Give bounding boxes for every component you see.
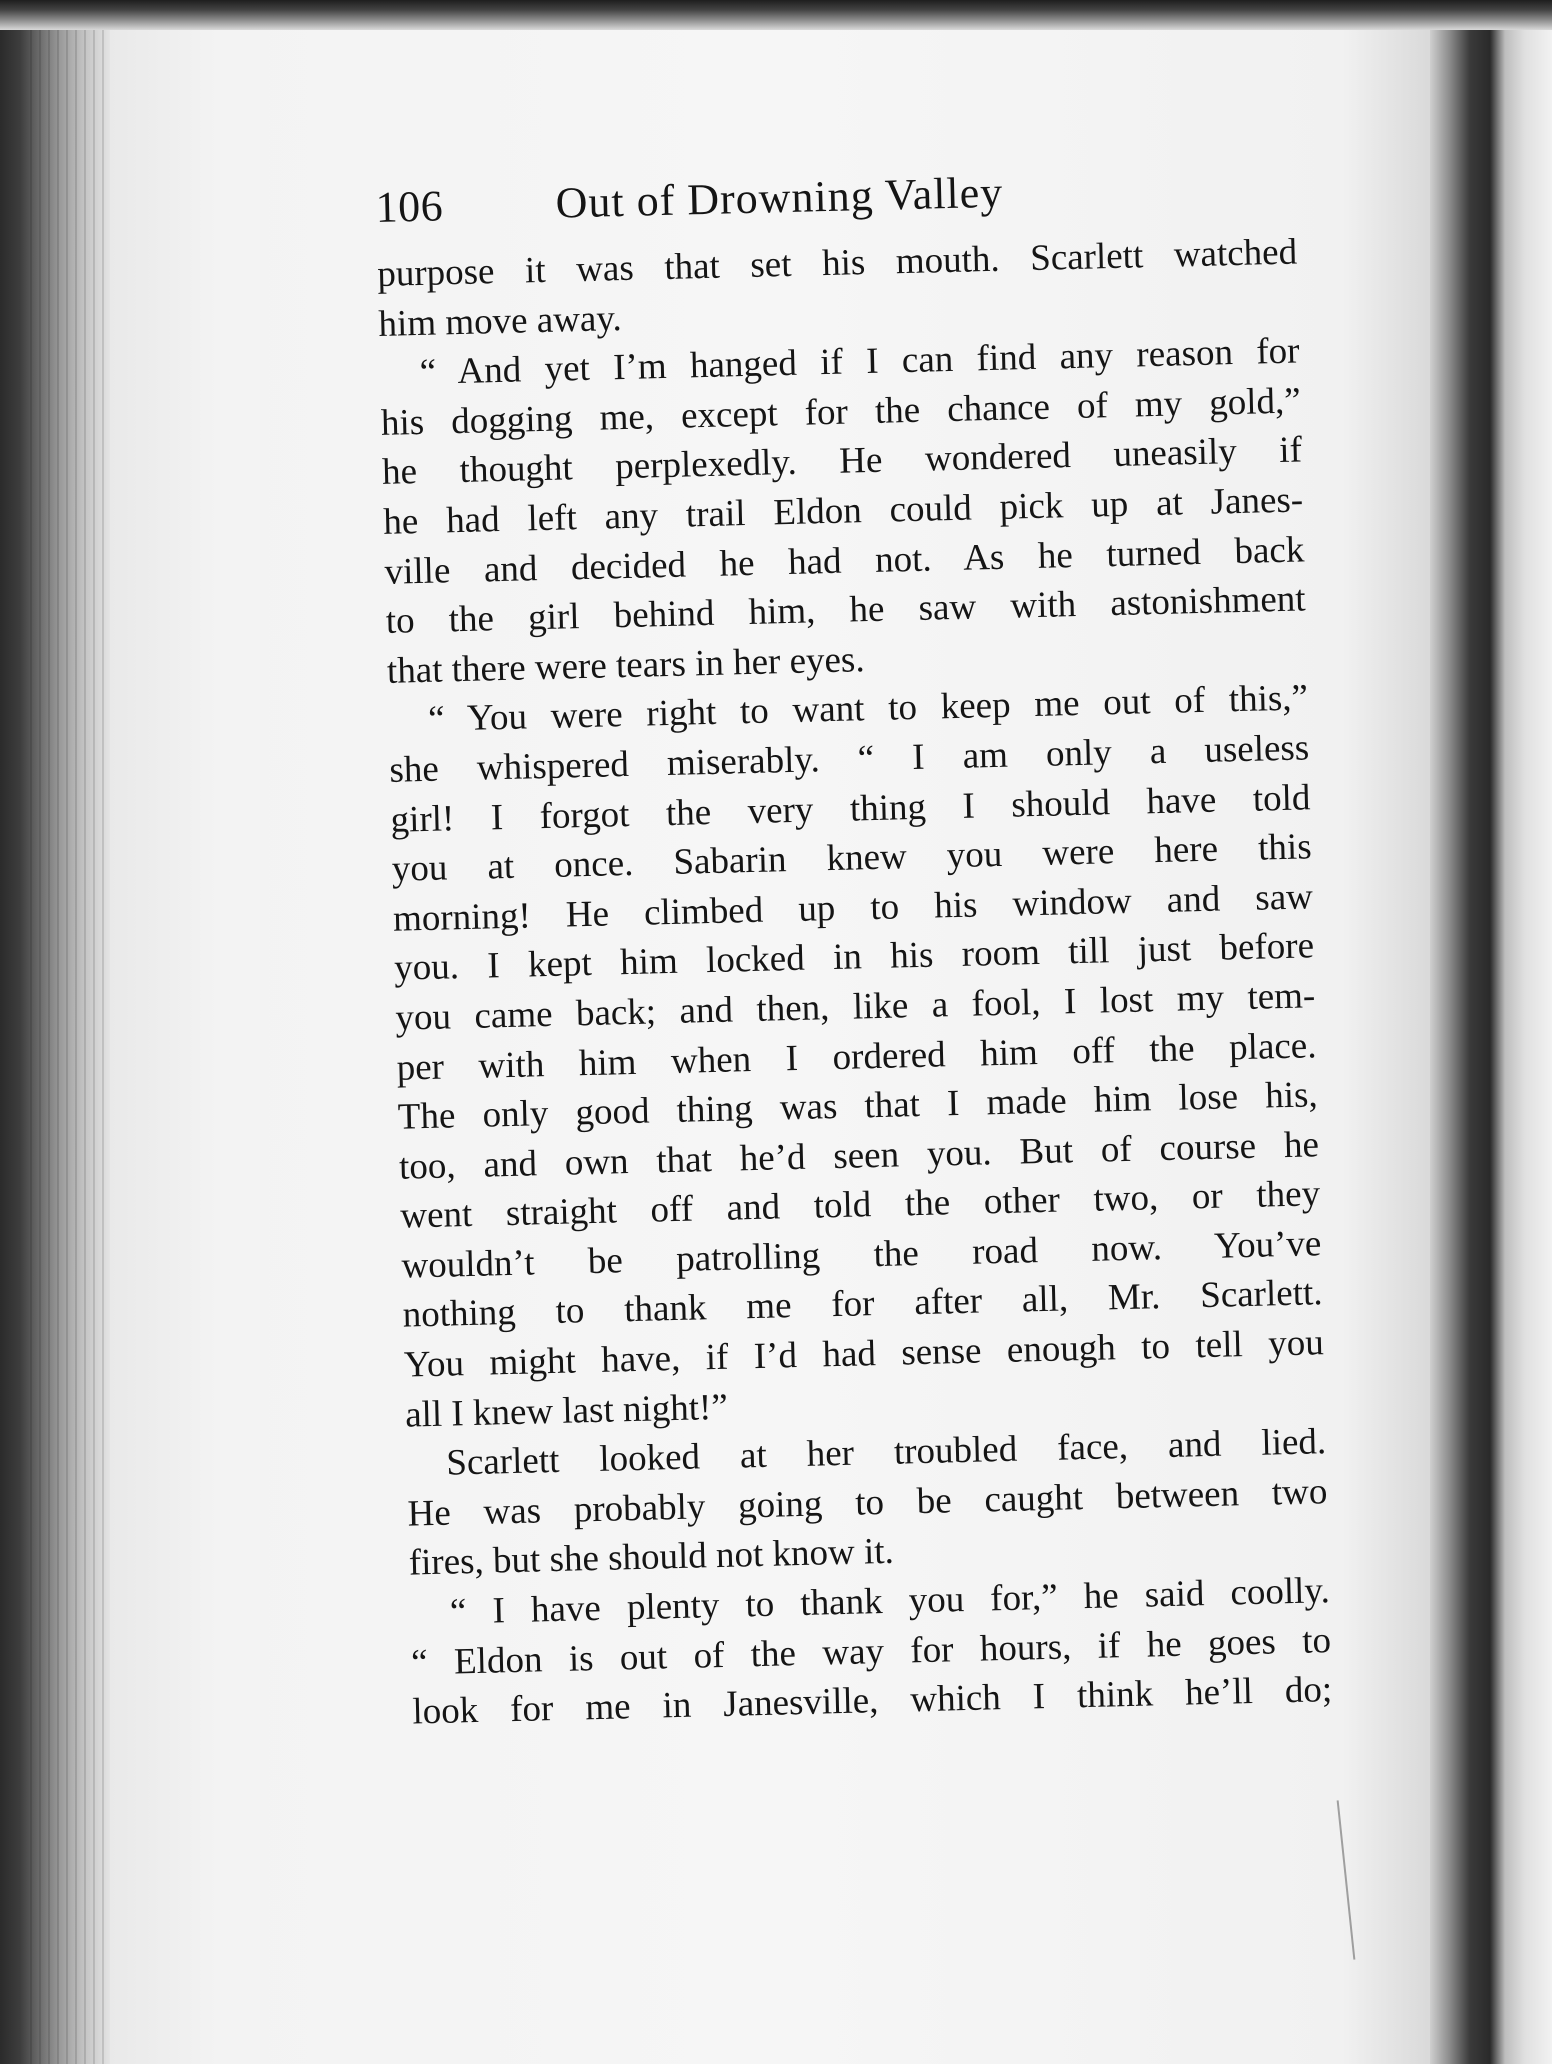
body-line: ville and decided he had not. As he turned back bbox=[384, 528, 1305, 593]
body-line: “ And yet I’m hanged if I can find any reason for bbox=[419, 330, 1300, 394]
body-line: all I knew last night!” bbox=[404, 1386, 729, 1436]
body-line: look for me in Janesville, which I think he’ll do; bbox=[411, 1669, 1333, 1733]
body-line: purpose it was that set his mouth. Scarlett watched bbox=[376, 231, 1298, 295]
body-line: his dogging me, except for the chance of my gold,” bbox=[380, 380, 1302, 444]
body-line: he had left any trail Eldon could pick up at Janes- bbox=[382, 479, 1304, 543]
page-edges bbox=[30, 0, 110, 2064]
body-line: “ You were right to want to keep me out of this,” bbox=[427, 677, 1309, 741]
body-line: him move away. bbox=[378, 297, 623, 345]
body-line: went straight off and told the other two, or they bbox=[399, 1173, 1321, 1237]
body-line: too, and own that he’d seen you. But of course he bbox=[398, 1123, 1320, 1188]
body-line: you came back; and then, like a fool, I lost my tem- bbox=[394, 975, 1316, 1039]
body-line: she whispered miserably. “ I am only a useless bbox=[388, 727, 1310, 791]
body-line: Scarlett looked at her troubled face, and lied. bbox=[445, 1421, 1327, 1484]
body-line: you at once. Sabarin knew you were here this bbox=[391, 826, 1313, 890]
running-title: Out of Drowning Valley bbox=[555, 167, 1004, 228]
body-line: “ Eldon is out of the way for hours, if he goes to bbox=[410, 1619, 1332, 1684]
top-edge bbox=[0, 0, 1552, 30]
body-line: He was probably going to be caught between two bbox=[407, 1470, 1328, 1535]
text-block bbox=[375, 158, 1333, 1738]
body-line: The only good thing was that I made him lose his, bbox=[397, 1074, 1319, 1138]
book-gutter bbox=[1430, 0, 1552, 2064]
body-line: nothing to thank me for after all, Mr. Scarlett. bbox=[402, 1272, 1323, 1337]
body-line: girl! I forgot the very thing I should have told bbox=[390, 776, 1311, 841]
body-line: to the girl behind him, he saw with astonishment bbox=[385, 578, 1307, 643]
body-line: he thought perplexedly. He wondered uneasily if bbox=[381, 429, 1303, 494]
body-line: “ I have plenty to thank you for,” he said coolly. bbox=[449, 1570, 1331, 1633]
body-line: you. I kept him locked in his room till just before bbox=[393, 925, 1315, 990]
page-number: 106 bbox=[375, 181, 444, 232]
body-line: per with him when I ordered him off the place. bbox=[396, 1024, 1317, 1089]
body-line: You might have, if I’d had sense enough to tell you bbox=[403, 1322, 1325, 1386]
body-line: that there were tears in her eyes. bbox=[386, 638, 866, 692]
body-line: morning! He climbed up to his window and saw bbox=[392, 876, 1314, 940]
body-line: wouldn’t be patrolling the road now. You’ve bbox=[401, 1223, 1322, 1287]
body-line: fires, but she should not know it. bbox=[408, 1531, 895, 1585]
